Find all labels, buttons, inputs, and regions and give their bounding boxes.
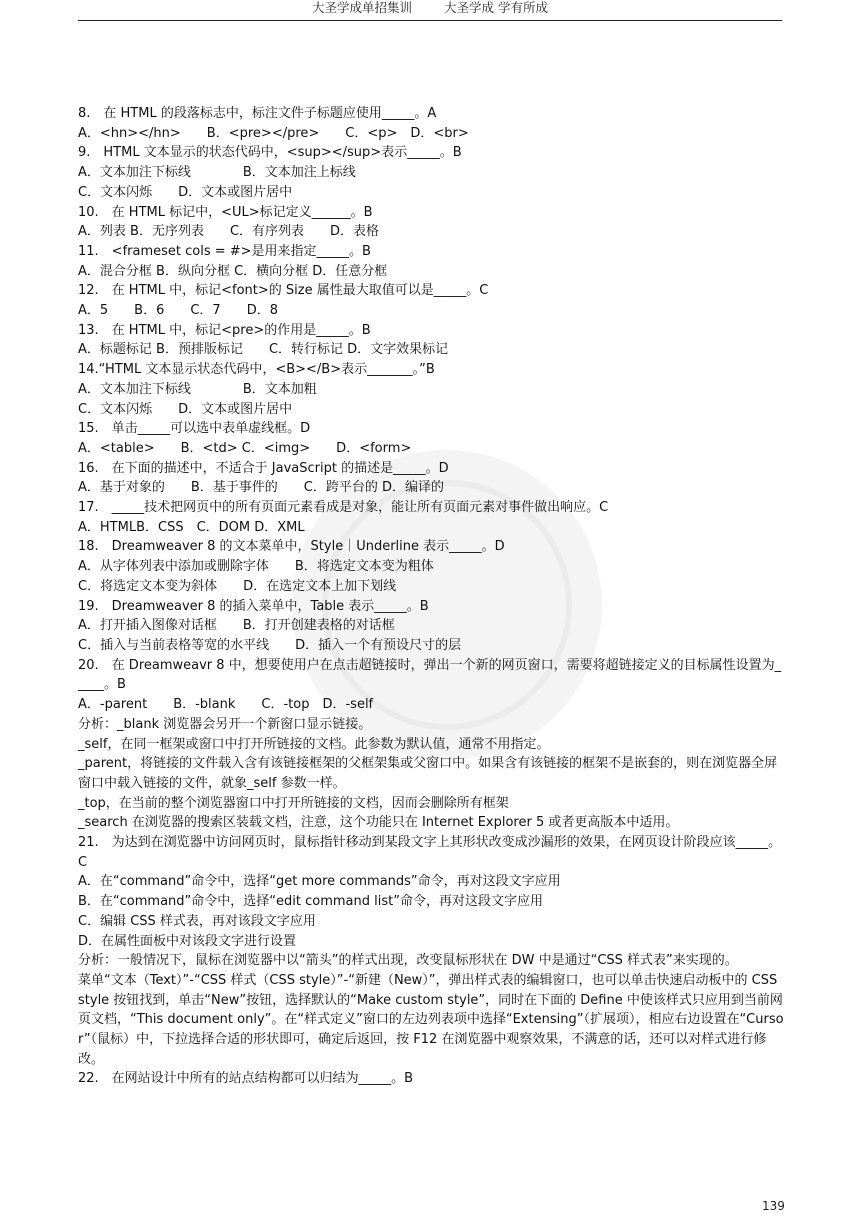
- header-right-text: 大圣学成 学有所成: [444, 0, 548, 15]
- text-line: _parent，将链接的文件载入含有该链接框架的父框架集或父窗口中。如果含有该链接的框架不是嵌套的，则在浏览器全屏窗口中载入链接的文件，就象_self 参数一样。: [78, 756, 778, 791]
- page-header: [78, 0, 782, 21]
- text-line: B．在“command”命令中，选择“edit command list”命令，再对这段文字应用: [78, 894, 543, 910]
- page-number: 139: [762, 1199, 785, 1213]
- text-line: C．文本闪烁 D．文本或图片居中: [78, 184, 293, 200]
- document-body: [78, 104, 784, 1089]
- text-line: C．将选定文本变为斜体 D．在选定文本上加下划线: [78, 578, 397, 594]
- text-line: 12. 在 HTML 中，标记<font>的 Size 属性最大取值可以是_____。C: [78, 283, 489, 299]
- text-line: 8. 在 HTML 的段落标志中，标注文件子标题应使用_____。A: [78, 106, 437, 121]
- text-line: 18. Dreamweaver 8 的文本菜单中，Style｜Underline 表示_____。D: [78, 539, 505, 555]
- text-line: A．<table> B．<td> C．<img> D．<form>: [78, 440, 412, 456]
- text-line: 14.“HTML 文本显示状态代码中，<B></B>表示_______。”B: [78, 362, 435, 378]
- text-line: _search 在浏览器的搜索区装载文档，注意，这个功能只在 Internet Explorer 5 或者更高版本中适用。: [78, 815, 679, 831]
- text-line: A．标题标记 B．预排版标记 C．转行标记 D．文字效果标记: [78, 342, 449, 358]
- text-line: A．在“command”命令中，选择“get more commands”命令，再对这段文字应用: [78, 874, 561, 890]
- text-line: A．打开插入图像对话框 B．打开创建表格的对话框: [78, 618, 395, 634]
- text-line: A．基于对象的 B．基于事件的 C．跨平台的 D．编译的: [78, 480, 445, 496]
- text-line: 17. _____技术把网页中的所有页面元素看成是对象，能让所有页面元素对事件做出响应。C: [78, 500, 609, 516]
- text-line: C．编辑 CSS 样式表，再对该段文字应用: [78, 913, 316, 929]
- text-line: 16. 在下面的描述中，不适合于 JavaScript 的描述是_____。D: [78, 460, 449, 476]
- text-line: 22. 在网站设计中所有的站点结构都可以归结为_____。B: [78, 1071, 414, 1087]
- text-line: 21. 为达到在浏览器中访问网页时，鼠标指针移动到某段文字上其形状改变成沙漏形的效果，在网页设计阶段应该_____。C: [78, 835, 782, 870]
- text-line: A．-parent B．-blank C．-top D．-self: [78, 697, 374, 713]
- text-line: 分析：一般情况下，鼠标在浏览器中以“箭头”的样式出现，改变鼠标形状在 DW 中是通过“CSS 样式表”来实现的。: [78, 953, 738, 969]
- text-line: A．<hn></hn> B．<pre></pre> C．<p> D．<br>: [78, 125, 469, 141]
- text-line: 19. Dreamweaver 8 的插入菜单中，Table 表示_____。B: [78, 598, 429, 614]
- text-line: D．在属性面板中对该段文字进行设置: [78, 933, 297, 949]
- text-line: 11. <frameset cols = #>是用来指定_____。B: [78, 243, 371, 259]
- text-line: _self，在同一框架或窗口中打开所链接的文档。此参数为默认值，通常不用指定。: [78, 736, 550, 752]
- text-line: C．文本闪烁 D．文本或图片居中: [78, 401, 293, 417]
- text-line: A．列表 B．无序列表 C．有序列表 D．表格: [78, 224, 380, 240]
- text-line: 菜单“文本（Text）”-“CSS 样式（CSS style）”-“新建（New）”，弹出样式表的编辑窗口，也可以单击快速启动板中的 CSS style 按钮找到，单击“New”按钮，选择默认的“Make custom style”，同时在下面的 Define 中使该样式只应用到当前网页文档，“This document only”。在“样式定义”窗口的左边列表项中选择“Extensing”（扩展项），相应右边设置在“Cursor”（鼠标）中，下拉选择合适的形状即可，确定后返回，按 F12 在浏览器中观察效果，不满意的话，还可以对样式进行修改。: [78, 972, 784, 1067]
- text-line: C．插入与当前表格等宽的水平线 D．插入一个有预设尺寸的层: [78, 637, 462, 653]
- text-line: 15. 单击_____可以选中表单虚线框。D: [78, 421, 311, 437]
- text-line: 分析：_blank 浏览器会另开一个新窗口显示链接。: [78, 716, 372, 732]
- text-line: 13. 在 HTML 中，标记<pre>的作用是_____。B: [78, 322, 371, 338]
- text-line: A．文本加注下标线 B．文本加注上标线: [78, 165, 356, 181]
- text-line: A．文本加注下标线 B．文本加粗: [78, 381, 317, 397]
- text-line: _top，在当前的整个浏览器窗口中打开所链接的文档，因而会删除所有框架: [78, 795, 509, 811]
- text-line: 9. HTML 文本显示的状态代码中，<sup></sup>表示_____。B: [78, 145, 462, 161]
- text-line: 10. 在 HTML 标记中，<UL>标记定义______。B: [78, 204, 373, 220]
- text-line: 20. 在 Dreamweavr 8 中，想要使用户在点击超链接时，弹出一个新的网页窗口，需要将超链接定义的目标属性设置为_____。B: [78, 657, 782, 693]
- header-left-text: 大圣学成单招集训: [312, 0, 413, 15]
- text-line: A．5 B．6 C．7 D．8: [78, 303, 278, 319]
- text-line: A．混合分框 B．纵向分框 C．横向分框 D．任意分框: [78, 263, 388, 279]
- text-line: A．HTMLB．CSS C．DOM D．XML: [78, 519, 305, 535]
- text-line: A．从字体列表中添加或删除字体 B．将选定文本变为粗体: [78, 559, 434, 575]
